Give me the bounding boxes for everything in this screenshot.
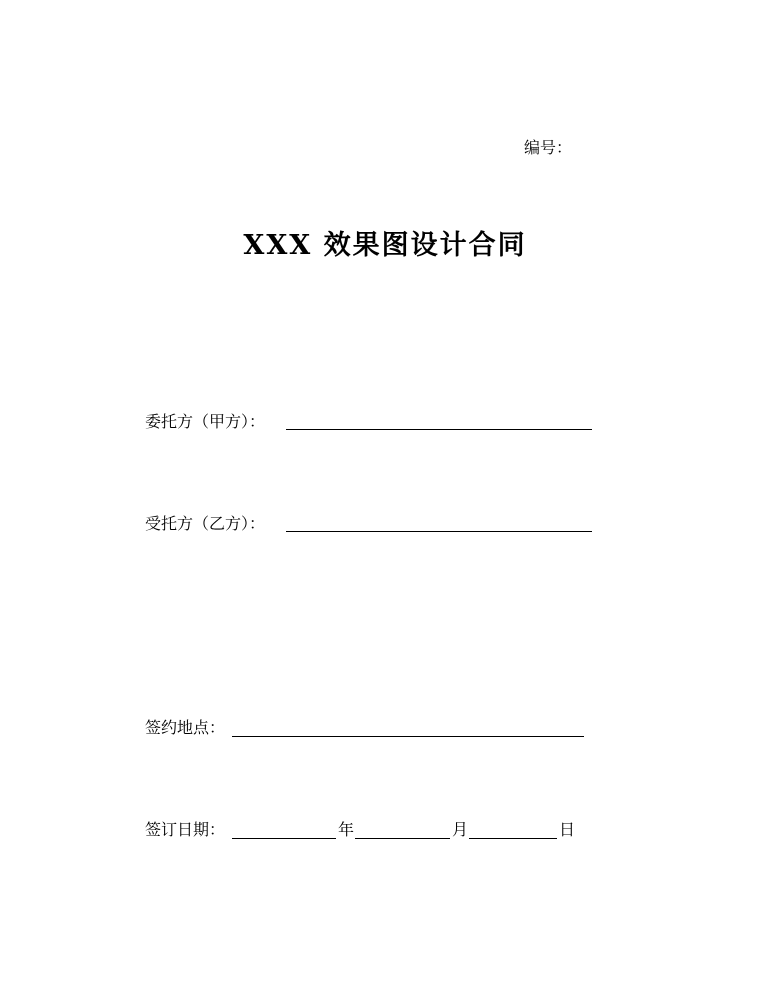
year-label: 年 <box>338 820 355 839</box>
client-party-label: 委托方（甲方）： <box>145 412 266 431</box>
document-number-label: 编号： <box>524 138 573 157</box>
client-party-blank-line[interactable] <box>286 429 592 430</box>
contractor-party-label: 受托方（乙方）： <box>145 514 266 533</box>
signing-year-blank-line[interactable] <box>232 838 336 839</box>
signing-date-label: 签订日期： <box>145 820 226 839</box>
day-label: 日 <box>559 820 576 839</box>
contractor-party-blank-line[interactable] <box>286 531 592 532</box>
document-title: XXX 效果图设计合同 <box>243 230 527 261</box>
month-label: 月 <box>452 820 469 839</box>
signing-place-blank-line[interactable] <box>232 736 584 737</box>
signing-day-blank-line[interactable] <box>469 838 557 839</box>
signing-month-blank-line[interactable] <box>355 838 450 839</box>
signing-place-label: 签约地点： <box>145 718 226 737</box>
